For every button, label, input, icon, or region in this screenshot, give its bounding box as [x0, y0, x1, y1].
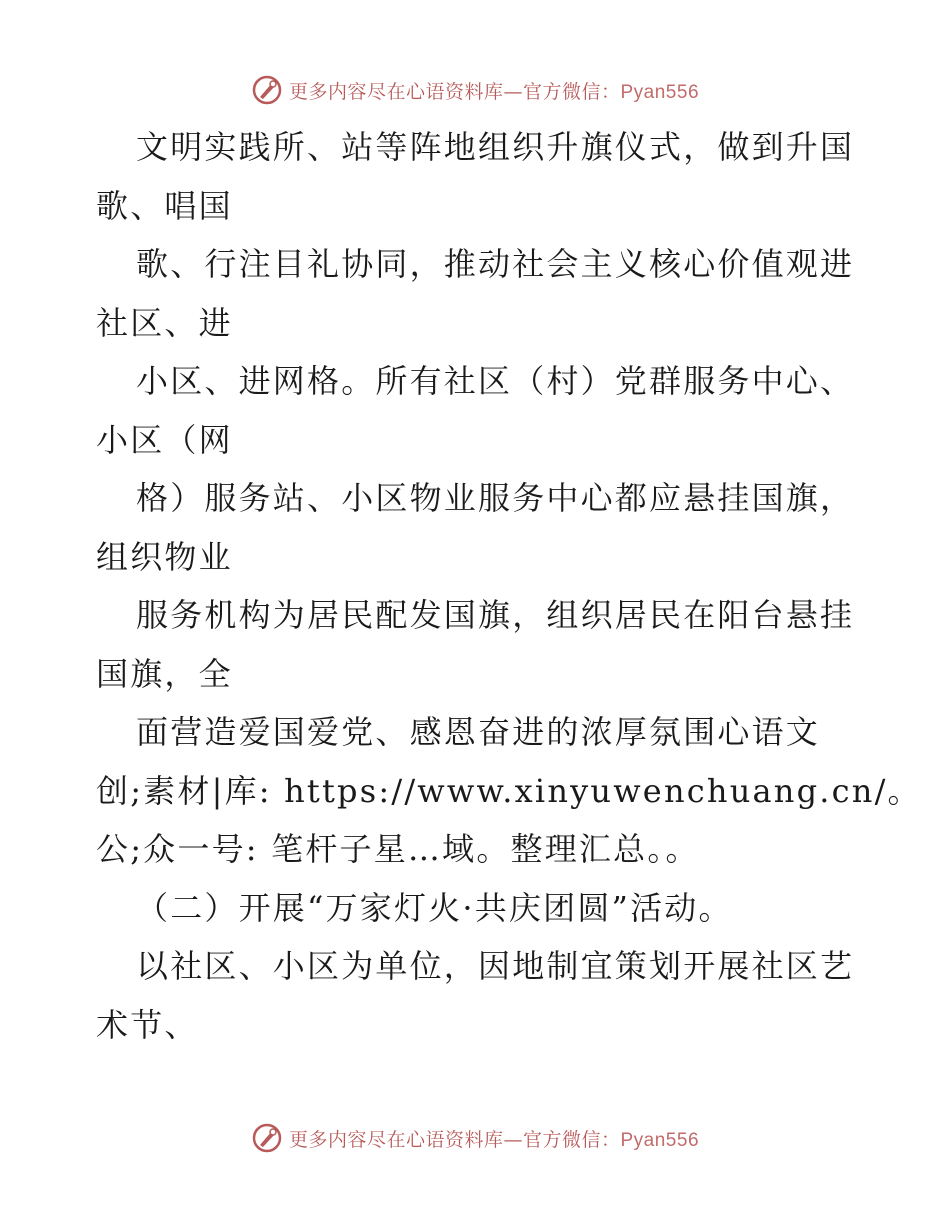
header-banner — [0, 70, 950, 110]
text-line: 术节、 — [96, 1005, 199, 1044]
banner-wechat-id: Pyan556 — [620, 81, 700, 103]
text-line: 公;众一号: 笔杆子星…域。整理汇总。。 — [96, 830, 700, 868]
banner-text — [289, 1125, 699, 1152]
banner-wechat-id: Pyan556 — [620, 1129, 700, 1151]
text-line: 歌、唱国 — [96, 186, 233, 225]
banner-text-cn: 更多内容尽在心语资料库—官方微信： — [288, 80, 621, 103]
text-line: 文明实践所、站等阵地组织升旗仪式，做到升国 — [136, 128, 855, 166]
text-line: 服务机构为居民配发国旗，组织居民在阳台悬挂 — [136, 596, 855, 634]
text-line: 以社区、小区为单位，因地制宜策划开展社区艺 — [136, 947, 855, 985]
banner-text — [289, 77, 699, 104]
text-line: 歌、行注目礼协同，推动社会主义核心价值观进 — [136, 245, 855, 283]
document-body — [96, 118, 922, 1054]
text-line: 小区（网 — [96, 420, 233, 459]
text-line: 组织物业 — [96, 537, 233, 576]
text-line: 小区、进网格。所有社区（村）党群服务中心、 — [136, 362, 855, 400]
text-line: 社区、进 — [96, 303, 233, 342]
section-heading: （二）开展“万家灯火·共庆团圆”活动。 — [136, 888, 733, 927]
text-line-url: 创;素材|库: https://www.xinyuwenchuang.cn/。 — [96, 771, 922, 810]
footer-banner — [0, 1118, 950, 1158]
pen-logo-icon — [251, 1122, 283, 1154]
banner-text-cn: 更多内容尽在心语资料库—官方微信： — [288, 1128, 621, 1151]
text-line: 格）服务站、小区物业服务中心都应悬挂国旗， — [136, 479, 855, 517]
text-line: 国旗，全 — [96, 654, 233, 693]
text-line: 面营造爱国爱党、感恩奋进的浓厚氛围心语文 — [136, 713, 821, 751]
pen-logo-icon — [251, 74, 283, 106]
